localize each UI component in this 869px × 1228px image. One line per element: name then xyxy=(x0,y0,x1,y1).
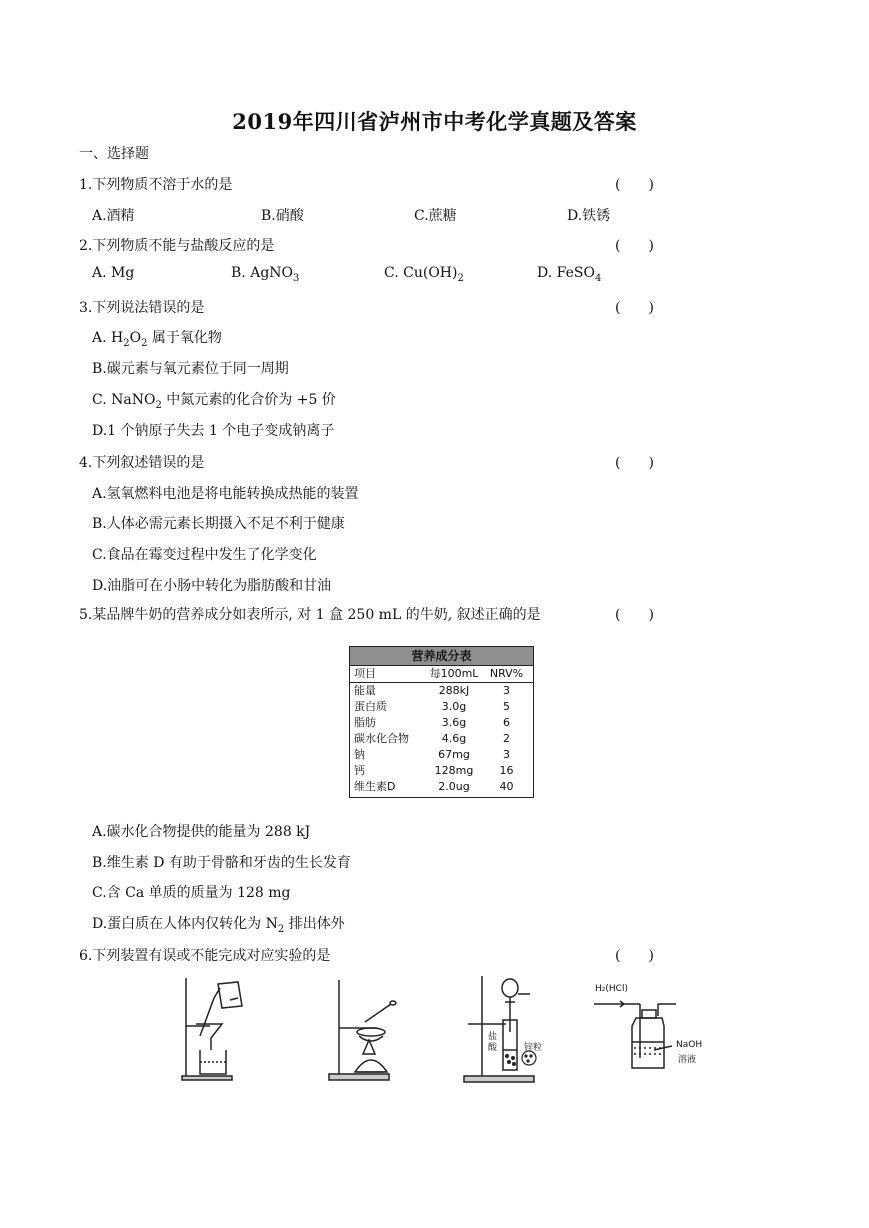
answer-blank-3[interactable]: ( ) xyxy=(615,300,654,316)
q1-option-a: A.酒精 xyxy=(92,208,135,224)
q2-option-a: A. Mg xyxy=(92,265,135,281)
nutrition-table xyxy=(349,646,534,798)
table-row: 钙 128mg 16 xyxy=(354,764,514,777)
q5-option-c: C.含 Ca 单质的质量为 128 mg xyxy=(92,885,291,901)
answer-blank-6[interactable]: ( ) xyxy=(615,948,654,964)
gas-generator-figure xyxy=(460,972,560,1084)
q1-option-b: B.硝酸 xyxy=(261,208,304,224)
section-heading: 一、选择题 xyxy=(79,146,149,162)
q2-option-b: B. AgNO$_3$ xyxy=(231,265,300,284)
answer-blank-4[interactable]: ( ) xyxy=(615,455,654,471)
table-row: 脂肪 3.6g 6 xyxy=(354,716,510,729)
q3-option-a: A. $H_2O_2$ 属于氧化物 xyxy=(92,330,222,349)
table-row: 能量 288kJ 3 xyxy=(354,684,510,697)
table-row: 碳水化合物 4.6g 2 xyxy=(354,732,510,745)
zinc-label: 锌粒 xyxy=(524,1043,543,1053)
question-3-stem: 3.下列说法错误的是 xyxy=(79,300,205,316)
filtration-apparatus-figure xyxy=(178,976,258,1084)
q2-option-c: C. $Cu(OH)_2$ xyxy=(384,265,464,284)
q1-option-c: C.蔗糖 xyxy=(414,208,457,224)
naoh-label: NaOH xyxy=(676,1040,703,1050)
answer-blank-1[interactable]: ( ) xyxy=(615,177,654,193)
q1-option-d: D.铁锈 xyxy=(567,208,611,224)
q4-option-c: C.食品在霉变过程中发生了化学变化 xyxy=(92,547,317,563)
q2-option-d: D. FeSO$_4$ xyxy=(537,265,602,284)
evaporation-apparatus-figure xyxy=(325,976,405,1084)
q4-option-b: B.人体必需元素长期摄入不足不利于健康 xyxy=(92,516,345,532)
table-row: 蛋白质 3.0g 5 xyxy=(354,700,510,713)
table-row: 钠 67mg 3 xyxy=(354,748,510,761)
q3-option-d: D.1 个钠原子失去 1 个电子变成钠离子 xyxy=(92,423,335,439)
table-row: 维生素D 2.0ug 40 xyxy=(354,780,514,793)
page-title: 2019年四川省泸州市中考化学真题及答案 xyxy=(232,109,637,134)
gas-washing-bottle-figure xyxy=(592,984,712,1078)
question-6-stem: 6.下列装置有误或不能完成对应实验的是 xyxy=(79,948,331,964)
table-header-row: 项目 每100mL NRV% xyxy=(350,666,533,683)
table-title: 营养成分表 xyxy=(350,647,533,666)
q4-option-d: D.油脂可在小肠中转化为脂肪酸和甘油 xyxy=(92,578,332,594)
gas-label: H₂(HCl) xyxy=(595,984,628,994)
question-5-stem: 5.某品牌牛奶的营养成分如表所示, 对 1 盒 250 mL 的牛奶, 叙述正确的是 xyxy=(79,607,541,623)
q3-option-b: B.碳元素与氧元素位于同一周期 xyxy=(92,361,289,377)
q5-option-b: B.维生素 D 有助于骨骼和牙齿的生长发育 xyxy=(92,855,351,871)
q4-option-a: A.氢氧燃料电池是将电能转换成热能的装置 xyxy=(92,486,359,502)
question-2-stem: 2.下列物质不能与盐酸反应的是 xyxy=(79,238,275,254)
acid-label: 盐酸 xyxy=(488,1032,498,1053)
question-4-stem: 4.下列叙述错误的是 xyxy=(79,455,205,471)
answer-blank-5[interactable]: ( ) xyxy=(615,607,654,623)
solution-label: 溶液 xyxy=(678,1055,697,1065)
q5-option-a: A.碳水化合物提供的能量为 288 kJ xyxy=(92,824,311,840)
answer-blank-2[interactable]: ( ) xyxy=(615,238,654,254)
q3-option-c: C. NaNO$_2$ 中氮元素的化合价为 +5 价 xyxy=(92,392,336,411)
q5-option-d: D.蛋白质在人体内仅转化为 $N_2$ 排出体外 xyxy=(92,916,345,935)
question-1-stem: 1.下列物质不溶于水的是 xyxy=(79,177,233,193)
